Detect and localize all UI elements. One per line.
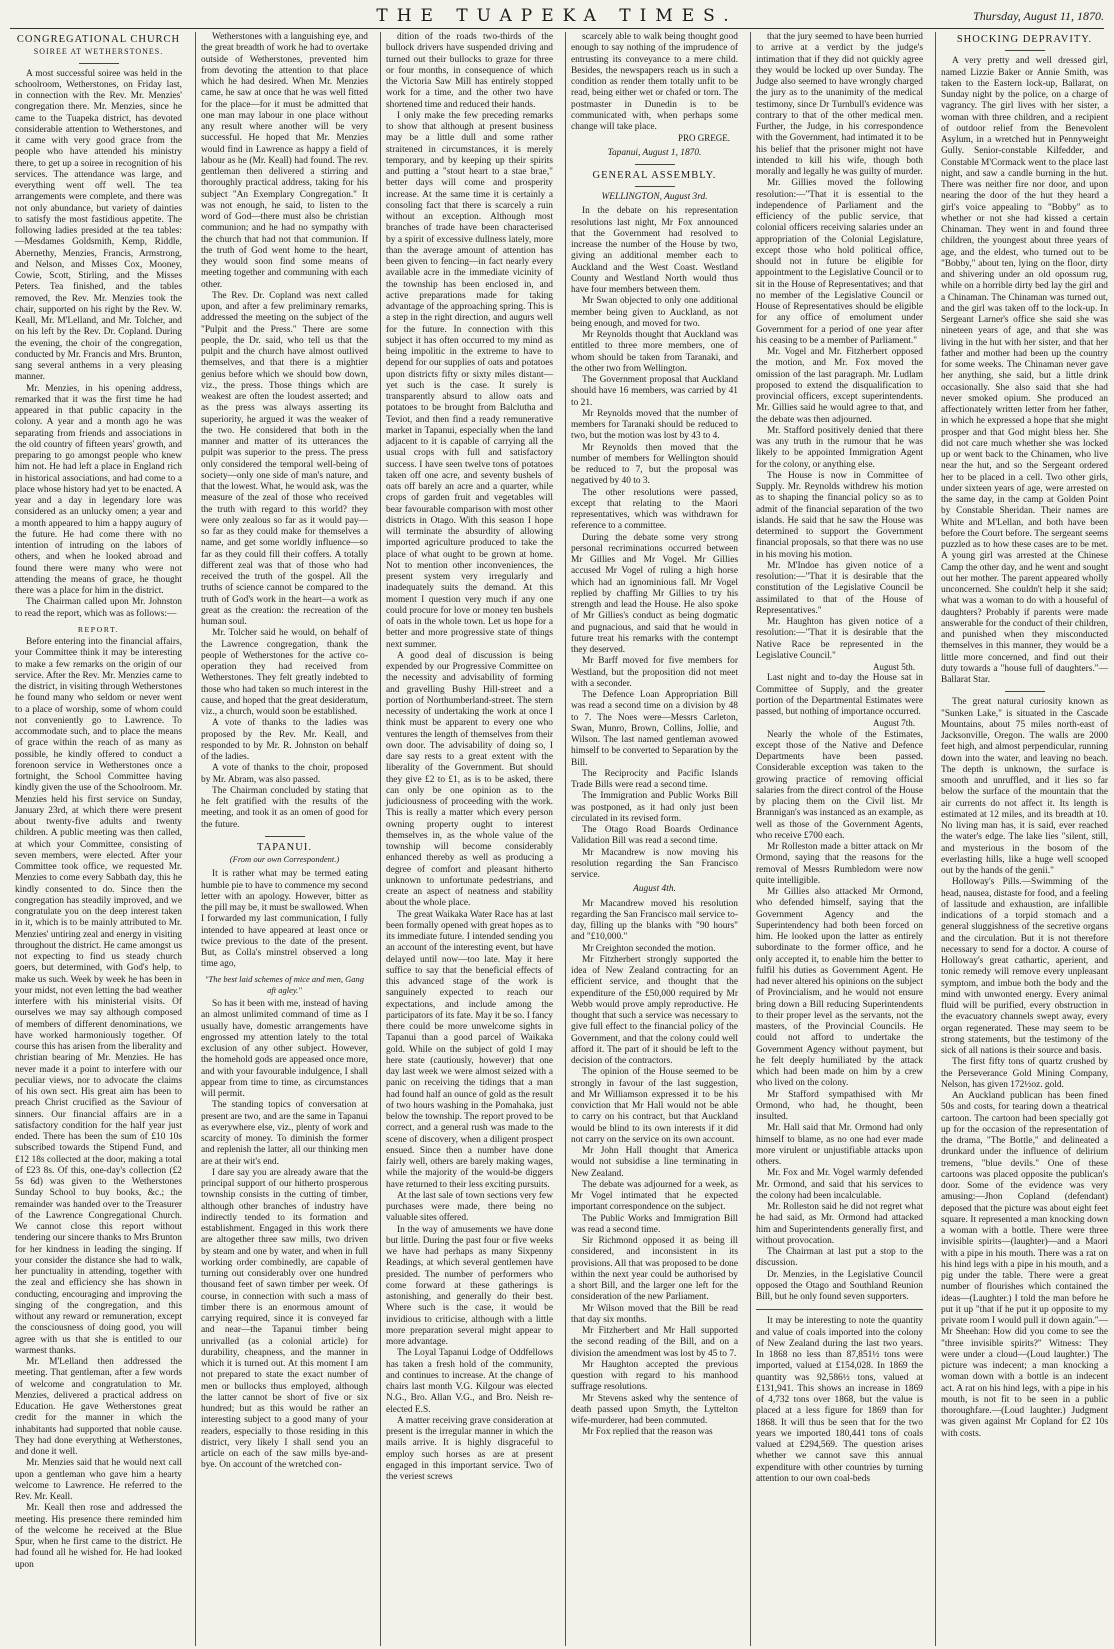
column-5 (750, 32, 927, 1646)
paragraph: Mr. Fox and Mr. Vogel warmly defended Mr. Ormond, and said that his services to the colony had been incalculable. (756, 1168, 923, 1201)
divider (756, 1309, 923, 1310)
dateline: WELLINGTON, August 3rd. (601, 192, 708, 202)
paragraph: Mr. Gillies moved the following resolution:—"That it is essential to the independence of Parliament and the efficiency of the public service, that colonial officers receiving salaries under an appropriation of the Colonial Legislature, except those who hold political office, should not in future be eligible for appointment to the Legislative Council or to sit in the House of Representatives; and that no member of the Legislative Council or House of Representatives should be eligible for any office of emolument under Government for a period of one year after his ceasing to be a member of Parliament." (756, 178, 923, 346)
paragraph: I only make the few preceding remarks to show that although at present business may be a little dull and some rather straitened in circumstances, it is merely temporary, and by keeping up their spirits and putting a "stout heart to a stae brae," better days will come and prosperity increase. At the same time it is certainly a consoling fact that there is scarcely a ruin without an exception. Although most branches of trade have been characterised by a spirit of excessive dullness lately, more than the average amount of attention has been given to fencing—in fact nearly every available acre in the immediate vicinity of the township has been enclosed in, and active preparations made for taking advantage of the approaching spring. This is a step in the right direction, and augurs well for the future. In connection with this subject it has often occurred to my mind as being impolitic in the extreme to have to depend for our supplies of oats and potatoes upon districts fifty or sixty miles distant—yet such is the case. It surely is transparently absurd to allow oats and potatoes to be brought from Balclutha and Teviot, and then find a ready remunerative market in Tapanui, especially when the land adjacent to it is capable of carrying all the usual crops with full and satisfactory success. I have seen twelve tons of potatoes taken off one acre, and seventy bushels of oats off barely an acre and a quarter, while crops of garden fruit and vegetables will bear favourable comparison with most other districts in Otago. With this season I hope will terminate the absurdity of allowing imported agriculture produced to take the place of what ought to be grown at home. Not to mention other inconveniences, the present system very irregularly and inadequately suits the demand. At this moment I question very much if any one could procure for love or money ten bushels of oats in the whole town. Let us hope for a better and more progressive state of things next summer. (386, 110, 553, 650)
paragraph: A matter receiving grave consideration at present is the irregular manner in which the mails arrive. It is highly disgraceful to employ such horses as are at present engaged in this important service. Two of the veriest screws (386, 1415, 553, 1482)
divider (635, 164, 675, 165)
article-heading: SHOCKING DEPRAVITY. (956, 34, 1093, 45)
paragraph: I dare say you are already aware that the principal support of our hitherto prosperous township consists in the cutting of timber, although other branches of industry have indirectly tended to its formation and establishment. Engaged in this work there are altogether three saw mills, two driven by steam and one by water, and when in full working order combinedly, are capable of turning out considerably over one hundred thousand feet of sawn timber per week. Of course, in connection with such a mass of timber there is an enormous amount of carrying required, since it is conveyed far and near—the Tapanui timber being unrivalled (as a colonial article) for durability, cheapness, and the manner in which it is turned out. At this moment I am not prepared to state the exact number of men or bullocks thus employed, although the latter cannot be short of five or six hundred; but as this would be rather an interesting subject to a good many of your readers, especially to those residing in this district, very likely I shall send you an article on each of the saw mills bye-and-bye. On account of the wretched con- (201, 1167, 368, 1471)
divider (635, 186, 675, 187)
paragraph: The Chairman at last put a stop to the discussion. (756, 1247, 923, 1269)
paragraph: The opinion of the House seemed to be strongly in favour of the last suggestion, and Mr Williamson expressed it to be his conviction that Mr Hall would not be able to carry on his contract, but that Auckland would be blind to its own interests if it did not carry on the service on its own account. (571, 1067, 738, 1145)
paragraph: The other resolutions were passed, except that relating to the Maori representatives, which was withdrawn for reference to a committee. (571, 487, 738, 532)
paragraph: Mr Macandrew is now moving his resolution regarding the San Francisco service. (571, 847, 738, 880)
paragraph: The standing topics of conversation at present are two, and are the same in Tapanui as everywhere else, viz., plenty of work and scarcity of money. To diminish the former and replenish the latter, all our thinking men are at their wit's end. (201, 1100, 368, 1167)
paragraph: Mr Reynolds thought that Auckland was entitled to three more members, one of whom should be taken from Taranaki, and the other two from Wellington. (571, 330, 738, 374)
paragraph: The Government proposal that Auckland should have 16 members, was carried by 41 to 21. (571, 375, 738, 408)
paragraph: In the debate on his representation resolutions last night, Mr Fox announced that the Government had resolved to increase the number of the House by two, giving an additional member each to Auckland and the West Coast. Westland County and Westland North would thus have four members between them. (571, 206, 738, 295)
paragraph: Mr. Stafford positively denied that there was any truth in the rumour that he was likely to be appointed Immigration Agent for the colony, or anything else. (756, 425, 923, 470)
paragraph: Mr Stevens asked why the sentence of death passed upon Smyth, the Lyttelton wife-murderer, had been commuted. (571, 1393, 738, 1426)
paragraph: Mr Fitzherbert and Mr Hall supported the second reading of the Bill, and on a division the amendment was lost by 45 to 7. (571, 1326, 738, 1359)
paragraph: dition of the roads two-thirds of the bullock drivers have suspended driving and turned out their bullocks to graze for three or four months, in consequence of which the Victoria Saw Mill has entirely stopped work for a time, and the other two have shortened time and reduced their hands. (386, 32, 553, 110)
paragraph: A good deal of discussion is being expended by our Progressive Committee on the necessity and advisability of forming and gravelling Bushy Hill-street and a portion of Northumberland-street. The stern necessity of undertaking the work at once I think must be apparent to every one who ventures the length of themselves from their own door. The advisability of doing so, I dare say rests to a great extent with the liberality of the Government. But should they give £2 to £1, as is to be asked, there can only be one opinion as to the judiciousness of proceeding with the work. This is really a matter which every person owning property ought to interest themselves in, as the whole value of the township will become considerably enhanced thereby as well as producing a degree of comfort and pleasant hitherto unknown to unfortunate pedestrians, and create an aspect of neatness and stability about the whole place. (386, 650, 553, 909)
divider (79, 63, 119, 64)
paragraph: Mr Rolleston made a bitter attack on Mr Ormond, saying that the reasons for the removal of Messrs Rumbledom were now quite intelligible. (756, 842, 923, 886)
paragraph: Mr Reynolds then moved that the number of members for Wellington should be reduced to 7, but the proposal was negatived by 40 to 3. (571, 442, 738, 487)
column-6 (935, 32, 1112, 1646)
paragraph: Mr. Menzies, in his opening address, remarked that it was the first time he had appeared in that public capacity in the colony. A year and a month ago he was separating from friends and associations in the old country of fifteen years' growth, and preparing to go amongst people who knew him not. He had left a place in England rich in historical associations, and had come to a place whose history had yet to be enacted. A year and a day in legendary lore was considered as an unlucky omen; a year and a month appeared to him a happy augury of the future. He had come there with no intention of intruding on the labors of others, and when he looked abroad and found there were many who were not attending the means of grace, he thought there was a place for him in the district. (15, 383, 182, 596)
article-heading: GENERAL ASSEMBLY. (592, 169, 717, 181)
paragraph: A very pretty and well dressed girl, named Lizzie Baker or Annie Smith, was taken to the Eastern lock-up, Ballarat, on Sunday night by the police, on a charge of vagrancy. The girl lives with her sister, a woman with three children, and a recipient of outdoor relief from the Benevolent Asylum, in a wretched hut in Pennyweight Gully. Senior-constable Kilfedder, and Constable M'Cormack went to the place last night, and saw a candle burning in the hut. There was neither fire nor door, and upon nearing the door of the hut they heard a girl's voice appealing to "Bobby" as to whether or not she had kissed a certain Chinaman. They went in and found three children, the youngest about three years of age, and the eldest, who turned out to be "Bobby," about ten, lying on the floor, dirty and shivering under an old opossum rug, while on a horrible dirty bed lay the girl and a Chinaman. The Chinaman was turned out, and the girl was taken off to the lock-up. In Sergeant Larner's office she said she was nineteen years of age, and that she was living in the hut with her sister, and that her father and mother had been up the country for some weeks. The Chinaman never gave her anything, she said, but a little drink occasionally. She also said that she had never smoked opium. She produced an affectionately written letter from her father, in which he expressed a hope that she might prosper and that God might bless her. She did not care much whether she was locked up or went back to the Chinamen, who live near the hut, and so the Sergeant ordered her to be placed in a cell. Two other girls, under sixteen years of age, were arrested on the same day, in the camp at Golden Point by Constable Sheridan. Their names are White and M'Lellan, and both have been before the Court before. The sergeant seems puzzled as to how these cases are to be met. A young girl was arrested at the Chinese Camp the other day, and he went and sought out her mother. The parent appeared wholly unconcerned. She couldn't help it she said; what was a woman to do with a houseful of daughters? Probably if parents were made answerable for the conduct of their children, and punished when they misconducted themselves in this manner, they would be a little more concerned, and find out their duty towards a "house full of daughters."—Ballarat Star. (941, 56, 1108, 685)
column-2 (195, 32, 372, 1646)
paragraph: that the jury seemed to have been hurried to arrive at a verdict by the judge's intimation that if they did not quickly agree they would be locked up over Sunday. The Judge also seemed to have wrongly charged the jury as to the unanimity of the medical testimony, since Dr Turnbull's evidence was contrary to that of the other medical men. Further, the Judge, in his correspondence with the Government, had intimated it to be his belief that the prisoner might not have intended to kill his wife, though both morally and legally he was guilty of murder. (756, 32, 923, 177)
issue-date: Thursday, August 11, 1870. (973, 9, 1104, 23)
paragraph: The Public Works and Immigration Bill was read a second time. (571, 1213, 738, 1235)
column-4 (565, 32, 742, 1646)
article-heading: CONGREGATIONAL CHURCH (16, 34, 181, 45)
paragraph: Mr. Keall then rose and addressed the meeting. His presence there reminded him of the welcome he received at the Blue Spur, when he first came to the district. He had found all he wished for. He had looked upon (15, 1503, 182, 1570)
signature: PRO GREGE. (677, 133, 730, 144)
paragraph: Mr Gillies also attacked Mr Ormond, who defended himself, saying that the Government Agency and the Superintendency had both been forced on him. He looked upon the latter as entirely subordinate to the former office, and he only accepted it, to enable him the better to fulfil his duties as Government Agent. He had never altered his opinions on the subject of Provincialism, and he would not ensure bring down a Bill reducing Superintendents to their proper level as the servants, not the masters, of the Provincial Councils. He could not afford to undertake the Government Agency without payment, but he felt deeply humiliated by the attack which had been made on him by a crew who lived on the colony. (756, 887, 923, 1089)
paragraph: Mr Haughton accepted the previous question with regard to his manhood suffrage resolutions. (571, 1359, 738, 1393)
report-heading: REPORT. (77, 624, 120, 634)
paragraph: Holloway's Pills.—Swimming of the head, nausea, distaste for food, and a feeling of lassitude and exhaustion, are infallible indications of a torpid stomach and a general sluggishness of the secretive organs and the circulation. But it is not therefore necessary to send for a doctor. A course of Holloway's great cathartic, aperient, and tonic remedy will remove every unpleasant symptom, and imbue both the body and the mind with unwonted energy. Every animal fluid will be purified, every obstruction in the evacuatory channels swept away, every organ regenerated. These may seem to be strong statements, but the testimony of the sick of all nations is their source and basis. (941, 877, 1108, 1056)
paragraph: Mr. Rolleston said he did not regret what he had said, as Mr. Ormond had attacked him and Superintendents generally first, and without provocation. (756, 1202, 923, 1246)
paragraph: Sir Richmond opposed it as being ill considered, and inconsistent in its provisions. All that was proposed to be done within the next year could be authorised by a short Bill, and the larger one left for the consideration of the new Parliament. (571, 1236, 738, 1303)
paragraph: The great natural curiosity known as "Sunken Lake," is situated in the Cascade Mountains, about 75 miles north-east of Jacksonville, Oregon. The walls are 2000 feet high, and almost perpendicular, running down into the water, and leaving no beach. The depth is unknown, the surface is smooth and unruffled, and it lies so far below the surface of the mountain that the air currents do not affect it. Its length is estimated at 12 miles, and its breadth at 10. No living man has, it is said, ever reached the water's edge. The lake lies "silent, still, and mysterious in the bosom of the everlasting hills, like a huge well scooped out by the hands of the genii." (941, 697, 1108, 876)
paragraph: Nearly the whole of the Estimates, except those of the Native and Defence Departments have been passed. Considerable exception was taken to the growing practice of removing official salaries from the direct control of the House by placing them on the Civil list. Mr Brannigan's was instanced as an example, as well as those of the Government Agents, who receive £700 each. (756, 729, 924, 841)
paragraph: Mr. M'Lelland then addressed the meeting. That gentleman, after a few words of welcome and congratulation to Mr. Menzies, delivered a practical address on Education. He gave Wetherstones great credit for the manner in which the inhabitants had supported that noble cause. They had done everything at Wetherstones, and done it well. (15, 1357, 182, 1457)
divider (265, 836, 305, 837)
paragraph: The Rev. Dr. Copland was next called upon, and after a few preliminary remarks, addressed the meeting on the subject of the "Pulpit and the Press." There are some people, the Dr. said, who tell us that the pulpit and the church have almost outlived themselves, and that there is a mightier genius before which we should bow down, viz., the press. Those things which are weakest are often the loudest asserted; and as the press was always asserting its superiority, he argued it was the weaker of the two. He considered that both in the manner and matter of its utterances the pulpit was superior to the press. The press only considered the temporal well-being of society—only one side of man's nature, and that the lowest. What, he would ask, was the measure of the zeal of those who received the truth with regard to this world? they were only zealous so far as it would pay—so far as they could make for themselves a name, and get some worldly influence—so far as they could fill their coffers. A totally different zeal was that of those who had received the truth of the gospel. All the truths of science cannot be compared to the truth of God's work in the heart—a work as great as the creation: the recreation of the human soul. (201, 290, 368, 627)
paragraph: A most successful soiree was held in the schoolroom, Wetherstones, on Friday last, in connection with the Rev. Mr. Menzies' congregation there. Mr. Menzies, since he came to the Tuapeka district, has devoted considerable attention to Wetherstones, and it came with very good grace from the people who have attended his ministry there, to get up a soiree in recognition of his services. The attendance was large, and everything went off well. The tea arrangements were complete, and there was not only abundance, but variety of dainties to satisfy the most fastidious appetite. The following ladies presided at the tea tables:—Mesdames Goldsmith, Kemp, Riddle, Abernethy, Menzies, Francis, Armstrong, and Nelson, and Misses Cox, Mooney, Cowie, Scott, Stirling, and the Misses Peters. Tea finished, and the tables removed, the Rev. Mr. Menzies took the chair, supported on his right by the Rev. W. Keall, Mr. M'Lelland, and Mr. Tolcher, and on his left by the Rev. Dr. Copland. During the evening, the choir of the congregation, conducted by Mr. Francis and Mrs. Brunton, sang several anthems in a very pleasing manner. (15, 68, 182, 383)
paragraph: The Immigration and Public Works Bill was postponed, as it had only just been circulated in its revised form. (571, 791, 738, 824)
paragraph: scarcely able to walk being thought good enough to say nothing of the imprudence of entrusting its conveyance to a mere child. Besides, the newspapers reach us in such a condition as render them totally unfit to be read, being either wet or chafed or torn. The postmaster in Dunedin is to be communicated with, when perhaps some change will take place. (571, 32, 738, 132)
paragraph: Mr Fox replied that the reason was (582, 1427, 713, 1438)
paragraph: During the debate some very strong personal recriminations occurred between Mr Gillies and Mr Vogel. Mr Gillies accused Mr Vogel of ruling a high horse which had an ignominious fall. Mr Vogel replied by chaffing Mr Gillies to try his strength and lead the House. He also spoke of Mr Gillies's conduct as being dogmatic and pugnacious, and said that he would in future treat his remarks with the contempt they deserved. (571, 532, 738, 655)
paragraph: It may be interesting to note the quantity and value of coals imported into the colony of New Zealand during the last two years. In 1868 no less than 87,851½ tons were imported, valued at £154,028. In 1869 the quantity was 92,586½ tons, valued at £131,941. This shows an increase in 1869 of 4,732 tons over 1868, but the value is placed at a less figure for 1869 than for 1868. It will thus be seen that for the two years we imported 180,441 tons of coals valued at £294,569. The question arises whether we cannot save this annual expenditure with other countries by turning attention to our own coal-beds (756, 1316, 923, 1484)
paragraph: The Chairman concluded by stating that he felt gratified with the results of the meeting, and took it as an omen of good for the future. (201, 785, 368, 830)
paragraph: The great Waikaka Water Race has at last been formally opened with great hopes as to its immediate future. I intended sending you an account of the interesting event, but have delayed until now—too late. May it here suffice to say that the beneficial effects of this advanced stage of the work is sanguinely expected to reach our expectations, and include among the participators of its fate. May it be so. I fancy there could be more unwelcome sights in Tapanui than a good parcel of Waikaka gold. While on the subject of gold I may here state (cautiously, however) that one day last week we were almost seized with a panic on receiving the tidings that a man had found half an ounce of gold as the result of two hours washing in the Pomahaka, just below the township. The report proved to be correct, and a general rush was made to the scene of discovery, when a diligent prospect ensued. Since then a number have done fairly well, others are barely making wages, while the majority of the would-be diggers have returned to their less exciting pursuits. (386, 909, 553, 1190)
paragraph: Wetherstones with a languishing eye, and the great breadth of work he had to overtake outside of Wetherstones, prevented him from devoting the attention to that place which he had desired. When Mr. Menzies came, he saw at once that he was well fitted for the place—for it must be admitted that one man may labour in one place without any result where another will be very successful. He hoped that Mr. Menzies would find in Lawrence as happy a field of labour as he (Mr. Keall) had found. The rev. gentleman then delivered a stirring and thoroughly practical address, taking for his subject "An Exemplary Congregation." It was not enough, he said, to listen to the word of God—there must also be christian communion; and he had no sympathy with the church that had not that communion. If the truth of God went home to the heart, they would soon find some means of meeting together and communing with each other. (201, 32, 368, 290)
paragraph: The Otago Road Boards Ordinance Validation Bill was read a second time. (571, 825, 738, 847)
article-subheading: SOIREE AT WETHERSTONES. (33, 47, 164, 57)
quotation: "The best laid schemes of mice and men, Gang aft agley." (204, 973, 365, 995)
article-heading: TAPANUI. (257, 841, 312, 853)
divider (1005, 691, 1045, 692)
paragraph: The Loyal Tapanui Lodge of Oddfellows has taken a fresh hold of the community, and continues to increase. At the change of chairs last month V.G. Kilgour was elected N.G., Bro. Allan V.G., and Bro. Neish re-elected E.S. (386, 1348, 553, 1415)
paragraph: Mr Stafford sympathised with Mr Ormond, who had, he thought, been insulted. (756, 1089, 923, 1122)
paragraph: The debate was adjourned for a week, as Mr Vogel intimated that he expected important correspondence on the subject. (571, 1179, 738, 1213)
paragraph: Last night and to-day the House sat in Committee of Supply, and the greater portion of the Departmental Estimates were passed, but nothing of importance occurred. (756, 673, 923, 717)
paragraph: Mr. M'Indoe has given notice of a resolution:—"That it is desirable that the constitution of the Legislative Council be assimilated to that of the House of Representatives." (756, 560, 923, 616)
paragraph: Mr Macandrew moved his resolution regarding the San Francisco mail service to-day, filling up the blanks with "90 hours" and "£10,000." (571, 898, 738, 943)
paragraph: Mr. Vogel and Mr. Fitzherbert opposed the motion, and Mr. Fox moved the omission of the last paragraph. Mr. Ludlam proposed to extend the disqualification to provincial officers, except superintendents. Mr. Gillies said he would agree to that, and the debate was then adjourned. (756, 347, 923, 425)
column-3 (380, 32, 557, 1646)
divider (1005, 50, 1045, 51)
column-1 (10, 32, 186, 1646)
paragraph: A vote of thanks to the choir, proposed by Mr. Abram, was also passed. (201, 763, 368, 785)
dateline: August 4th. (633, 884, 676, 895)
paragraph: Mr Creighton seconded the motion. (582, 943, 716, 954)
paragraph: Mr John Hall thought that America would not subsidise a line terminating in New Zealand. (571, 1146, 738, 1179)
paragraph: It is rather what may be termed eating humble pie to have to commence my second letter with an apology. However, bitter as the pill may be, it must be swallowed. When I forwarded my last communication, I fully intended to have appeared at least once or twice previous to the date of the present. But, as Colla's minstrel observed a long time ago, (201, 869, 368, 970)
paragraph: Mr Wilson moved that the Bill be read that day six months. (571, 1303, 738, 1325)
paragraph: The Reciprocity and Pacific Islands Trade Bills were read a second time. (571, 768, 738, 790)
paragraph: The House is now in Committee of Supply. Mr. Reynolds withdrew his motion as to shaping the financial policy so as to admit of the financial separation of the two islands. He said that he saw the House was determined to support the Government financial proposals, so that there was no use in his moving his motion. (756, 470, 923, 560)
masthead (10, 6, 1104, 29)
paragraph: Dr. Menzies, in the Legislative Council opposed the Otago and Southland Reunion Bill, but he only found seven supporters. (756, 1269, 923, 1302)
dateline: August 7th. (872, 718, 915, 729)
paragraph: Mr Reynolds moved that the number of members for Taranaki should be reduced to two, but the motion was lost by 43 to 4. (571, 408, 738, 442)
paragraph: Mr. Haughton has given notice of a resolution:—"That it is desirable that the Native Race be represented in the Legislative Council." (756, 617, 923, 661)
newspaper-title: THE TUAPEKA TIMES. (376, 6, 738, 26)
paragraph: In the way of amusements we have done but little. During the past four or five weeks we have had perhaps as many Sixpenny Readings, at which several gentlemen have presided. The number of performers who come forward at these gatherings is astonishing, and generally do their best. Where such is the case, it would be invidious to criticise, although with a little more preparation several might appear to more advantage. (386, 1224, 553, 1347)
paragraph: At the last sale of town sections very few purchases were made, there being no valuable sites offered. (386, 1190, 553, 1224)
article-byline: (From our own Correspondent.) (229, 854, 340, 864)
paragraph: The Chairman called upon Mr. Johnston to read the report, which was as follows:— (15, 597, 182, 619)
paragraph: An Auckland publican has been fined 50s and costs, for tearing down a theatrical cartoon. The cartoon had been specially got up for the occasion of the representation of the drama, "The Bottle," and delineated a drunkard under the influence of delirium tremens, "blue devils." One of these cartoons was placed opposite the publican's door. Some of the evidence was very amusing:—Jhon Copland (defendant) deposed that the picture was about eight feet square. It represented a man knocking down a woman with a bottle. There were three invisible spirits—(laughter)—and a Maori with a pipe in his mouth. There was a rat on his hind legs with a pipe in his mouth, and a pig under the table. There were a great number of flourishes which contained the ideas—(Laughter.) I told the man before he put it up "that if he put it up opposite to my private room I would pull it down again."—Mr Sheehan: How did you come to see the "three invisible spirits?" Witness: They were under a cloud—(Loud laughter.) The picture was indecent; a man knocking a woman down with a bottle is an indecent act. A rat on his hind legs, with a pipe in his mouth, is not fit to be seen in a public thoroughfare.—(Loud laughter.) Judgment was given against Mr Copland for £2 10s with costs. (941, 1091, 1108, 1439)
paragraph: Mr. Tolcher said he would, on behalf of the Lawrence congregation, thank the people of Wetherstones for the active co-operation they had received from Wetherstones. They felt greatly indebted to those who had taken so much interest in the cause, and hoped that the great desideratum, viz., a church, would soon be established. (201, 628, 368, 717)
paragraph: Before entering into the financial affairs, your Committee think it may be interesting to make a few remarks on the origin of our service. After the Rev. Mr. Menzies came to the district, in visiting through Wetherstones he found many who seldom or never went to a place of worship, some of whom could not conveniently go to Lawrence. To accommodate such, and to place the means of grace within the reach of as many as possible, he kindly offered to conduct a forenoon service in Wetherstones once a fortnight, the School Committee having kindly given the use of the Schoolroom. Mr. Menzies held his first service on Sunday, January 23rd, at which there were present about twenty-five adults and twenty children. A public meeting was then called, at which your Committee, consisting of seven members, were elected. After your Committee took office, we requested Mr. Menzies to come every Sabbath day, this he kindly consented to do. Since then the congregation has steadily improved, and we congratulate you on the deep interest taken in it, which is to be mainly attributed to Mr. Menzies' untiring zeal and energy in visiting throughout the district. He came amongst us not expecting to find us steady church goers, but determined, with God's help, to make us such. Week by week he has been in your midst, not even letting the bad weather interfere with his ministerial visits. Of ourselves we may say although composed of members of different denominations, we have worked harmoniously together. Of course this has arisen from the liberality and christian bearing of Mr. Menzies. He has never made it a point to interfere with our peculiar views, nor to advocate the claims of his own sect. His great aim has been to preach Christ crucified as the Saviour of sinners. Our financial affairs are in a satisfactory condition for the half year just ended. There has been the sum of £10 10s subscribed towards the Stipend Fund, and £12 18s collected at the door, making a total of £23 8s. Of this, one-day's collection (£2 5s 6d) was given to the Wetherstones Sunday School to buy books, &c.; the remainder was handed over to the Treasurer of the Lawrence Congregational Church. We cannot close this report without tendering our sincere thanks to Mrs Brunton for her kindness in leading the singing. If your consider the distance she had to walk, her punctuality in attending, together with the zeal and efficiency she has shown in conducting, encouraging and improving the singing of the congregation, and this without any reward or remuneration, except the consciousness of doing good, you will agree with us that she is entitled to our warmest thanks. (15, 637, 182, 1356)
paragraph: So has it been with me, instead of having an almost unlimited command of time as I usually have, domestic arrangements have engrossed my attention lately to the total exclusion of any other subject. However, the homehold gods are appeased once more, and with your favourable indulgence, I shall appear from time to time, as circumstances will permit. (201, 999, 368, 1099)
paragraph: Mr Swan objected to only one additional member being given to Auckland, as not being enough, and moved for two. (571, 296, 738, 329)
paragraph: Mr Fitzherbert strongly supported the idea of New Zealand contracting for an efficient service, and thought that the expenditure of the £50,000 required by Mr Webb would prove amply reproductive. He thought that such a service was necessary to give full effect to the financial policy of the Government, and that the colony could well afford it. The part of it should be left to the decision of the contractors. (571, 954, 738, 1066)
paragraph: Mr. Hall said that Mr. Ormond had only himself to blame, as no one had ever made more virulent or unjustifiable attacks upon others. (756, 1123, 923, 1167)
dateline: Tapanui, August 1, 1870. (607, 147, 702, 158)
paragraph: The Defence Loan Appropriation Bill was read a second time on a division by 48 to 7. The Noes were—Messrs Carleton, Swan, Munro, Brown, Collins, Jollie, and Wilson. The last named gentleman avowed himself to be converted to Separation by the Bill. (571, 690, 738, 768)
dateline: August 5th. (872, 662, 915, 672)
paragraph: The first fifty tons of quartz crushed by the Perseverance Gold Mining Company, Nelson, has given 172½oz. gold. (941, 1057, 1108, 1090)
paragraph: Mr. Menzies said that he would next call upon a gentleman who gave him a hearty welcome to Lawrence. He referred to the Rev. Mr. Keall. (15, 1458, 182, 1502)
paragraph: A vote of thanks to the ladies was proposed by the Rev. Mr. Keall, and responded to by Mr. R. Johnston on behalf of the ladies. (201, 718, 368, 762)
paragraph: Mr Barff moved for five members for Westland, but the proposition did not meet with a seconder. (571, 656, 738, 689)
